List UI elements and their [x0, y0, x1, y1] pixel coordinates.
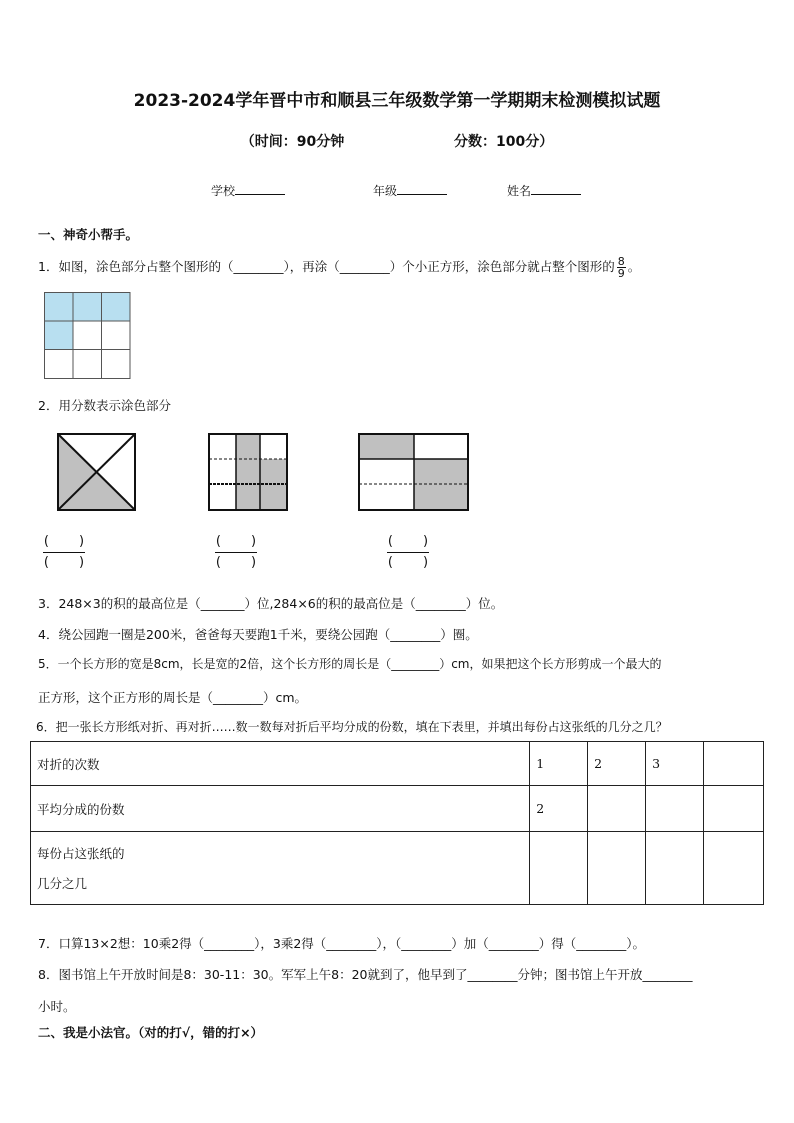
- table-cell: 1: [530, 742, 588, 786]
- table-cell-input[interactable]: [704, 742, 764, 786]
- q2-figure-1: [57, 433, 136, 511]
- row-label-fraction: 每份占这张纸的 几分之几: [31, 832, 530, 905]
- table-row: [31, 742, 764, 786]
- grid-cell-shaded: [45, 293, 74, 322]
- question-2: 2．用分数表示涂色部分: [38, 398, 171, 413]
- school-field[interactable]: 学校: [211, 182, 285, 199]
- table-cell-input[interactable]: [588, 786, 646, 832]
- grade-blank[interactable]: [397, 182, 447, 195]
- q2-figure-3: [358, 433, 470, 511]
- name-blank[interactable]: [531, 182, 581, 195]
- section-1-title: 一、神奇小帮手。: [38, 227, 139, 242]
- question-5-line-2: 正方形，这个正方形的周长是（________）cm。: [38, 690, 308, 705]
- grid-cell-shaded: [102, 293, 131, 322]
- school-blank[interactable]: [235, 182, 285, 195]
- fraction-8-9: $\frac{8}{9}$: [617, 255, 625, 280]
- table-cell: 2: [588, 742, 646, 786]
- table-cell-input[interactable]: [704, 832, 764, 905]
- page-title: 2023-2024学年晋中市和顺县三年级数学第一学期期末检测模拟试题: [133, 91, 661, 111]
- q2-answer-fraction-3[interactable]: ( ) ( ): [387, 534, 429, 570]
- question-5-line-1: 5．一个长方形的宽是8cm，长是宽的2倍，这个长方形的周长是（________）cm，如果把这个长方形剪成一个最大的: [38, 657, 662, 671]
- row-label-folds: 对折的次数: [31, 742, 530, 786]
- exam-score: 分数：100分）: [454, 134, 554, 150]
- table-cell-input[interactable]: [646, 786, 704, 832]
- table-cell-input[interactable]: [646, 832, 704, 905]
- grade-field[interactable]: 年级: [373, 182, 447, 199]
- row-label-parts: 平均分成的份数: [31, 786, 530, 832]
- q2-answer-fraction-1[interactable]: ( ) ( ): [43, 534, 85, 570]
- table-cell-input[interactable]: [704, 786, 764, 832]
- question-6: 6．把一张长方形纸对折、再对折……数一数每对折后平均分成的份数，填在下表里，并填出每份占这张纸的几分之几？: [36, 720, 668, 734]
- question-1: 1．如图，涂色部分占整个图形的（________），再涂（________）个小正方形，涂色部分就占整个图形的 $\frac{8}{9}$ 。: [38, 255, 641, 280]
- table-cell-input[interactable]: [588, 832, 646, 905]
- table-cell: 2: [530, 786, 588, 832]
- section-2-title: 二、我是小法官。（对的打√，错的打×）: [38, 1025, 264, 1040]
- fold-table: [30, 741, 764, 905]
- table-cell-input[interactable]: [530, 832, 588, 905]
- exam-time: （时间：90分钟: [240, 134, 345, 150]
- exam-meta: [0, 131, 794, 151]
- table-row: [31, 786, 764, 832]
- question-4: 4．绕公园跑一圈是200米，爸爸每天要跑1千米，要绕公园跑（________）圈。: [38, 627, 478, 642]
- table-row: [31, 832, 764, 905]
- name-field[interactable]: 姓名: [507, 182, 581, 199]
- question-3: 3．248×3的积的最高位是（_______）位,284×6的积的最高位是（________）位。: [38, 596, 504, 611]
- table-cell: 3: [646, 742, 704, 786]
- question-7: 7．口算13×2想：10乘2得（________），3乘2得（________），（________）加（________）得（________）。: [38, 936, 646, 951]
- q2-figure-2: [208, 433, 288, 511]
- grid-cell-shaded: [73, 293, 102, 322]
- question-8-line-2: 小时。: [38, 999, 76, 1014]
- grid-cell-shaded: [45, 321, 74, 350]
- q2-answer-fraction-2[interactable]: ( ) ( ): [215, 534, 257, 570]
- q1-grid-figure: [44, 292, 131, 380]
- question-8-line-1: 8．图书馆上午开放时间是8：30-11：30。军军上午8：20就到了，他早到了________分钟；图书馆上午开放________: [38, 967, 693, 982]
